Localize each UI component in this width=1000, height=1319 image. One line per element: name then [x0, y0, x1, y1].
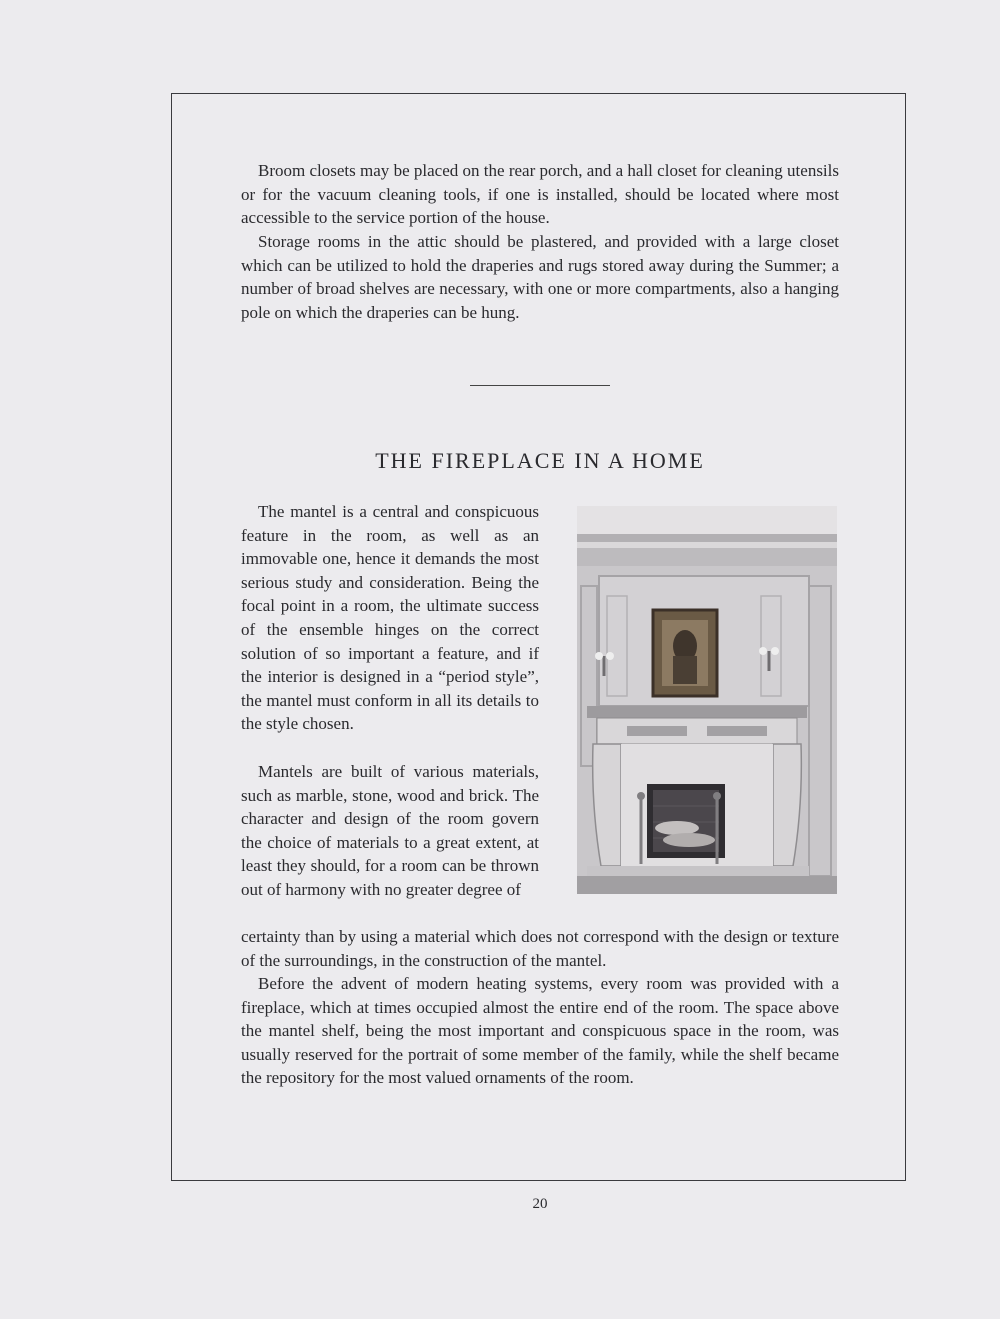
page-number: 20 — [532, 1196, 548, 1212]
paragraph-storage-rooms: Storage rooms in the attic should be plastered, and provided with a large closet which can be utilized to hold the draperies and rugs stored away during the Summer; a number of broad shelves are necessary, with one or more compartments, also a hanging pole on which the draperies can be hung. — [241, 232, 839, 322]
paragraph-mantel-feature: The mantel is a central and conspicuous feature in the room, as well as an immovable one, hence it demands the most serious study and consideration. Being the focal point in a room, the ultimate success of the ensemble hinges on the correct solution of so important a feature, and if the interior is designed in a “period style”, the mantel must conform in all its details to the style chosen. — [241, 502, 539, 734]
paragraph-heating-history: Before the advent of modern heating systems, every room was provided with a fireplace, which at times occupied almost the entire end of the room. The space above the mantel shelf, being the most important and conspicuous space in the room, was usually reserved for the portrait of some member of the family, while the shelf became the repository for the most valued ornaments of the room. — [241, 974, 839, 1088]
fireplace-photo — [577, 506, 837, 894]
paragraph-mantel-materials: Mantels are built of various materials, such as marble, stone, wood and brick. The character and design of the room govern the choice of materials to a great extent, at least they should, for a room can be thrown out of harmony with no greater degree of — [241, 762, 539, 899]
paragraph-broom-closets: Broom closets may be placed on the rear porch, and a hall closet for cleaning utensils or for the vacuum cleaning tools, if one is installed, should be located where most accessible to the service portion of the house. — [241, 161, 839, 228]
section-divider — [470, 385, 610, 386]
section-title: THE FIREPLACE IN A HOME — [375, 448, 705, 473]
paragraph-mantel-materials-continued: certainty than by using a material which does not correspond with the design or texture of the surroundings, in the construction of the mantel. — [241, 927, 839, 970]
